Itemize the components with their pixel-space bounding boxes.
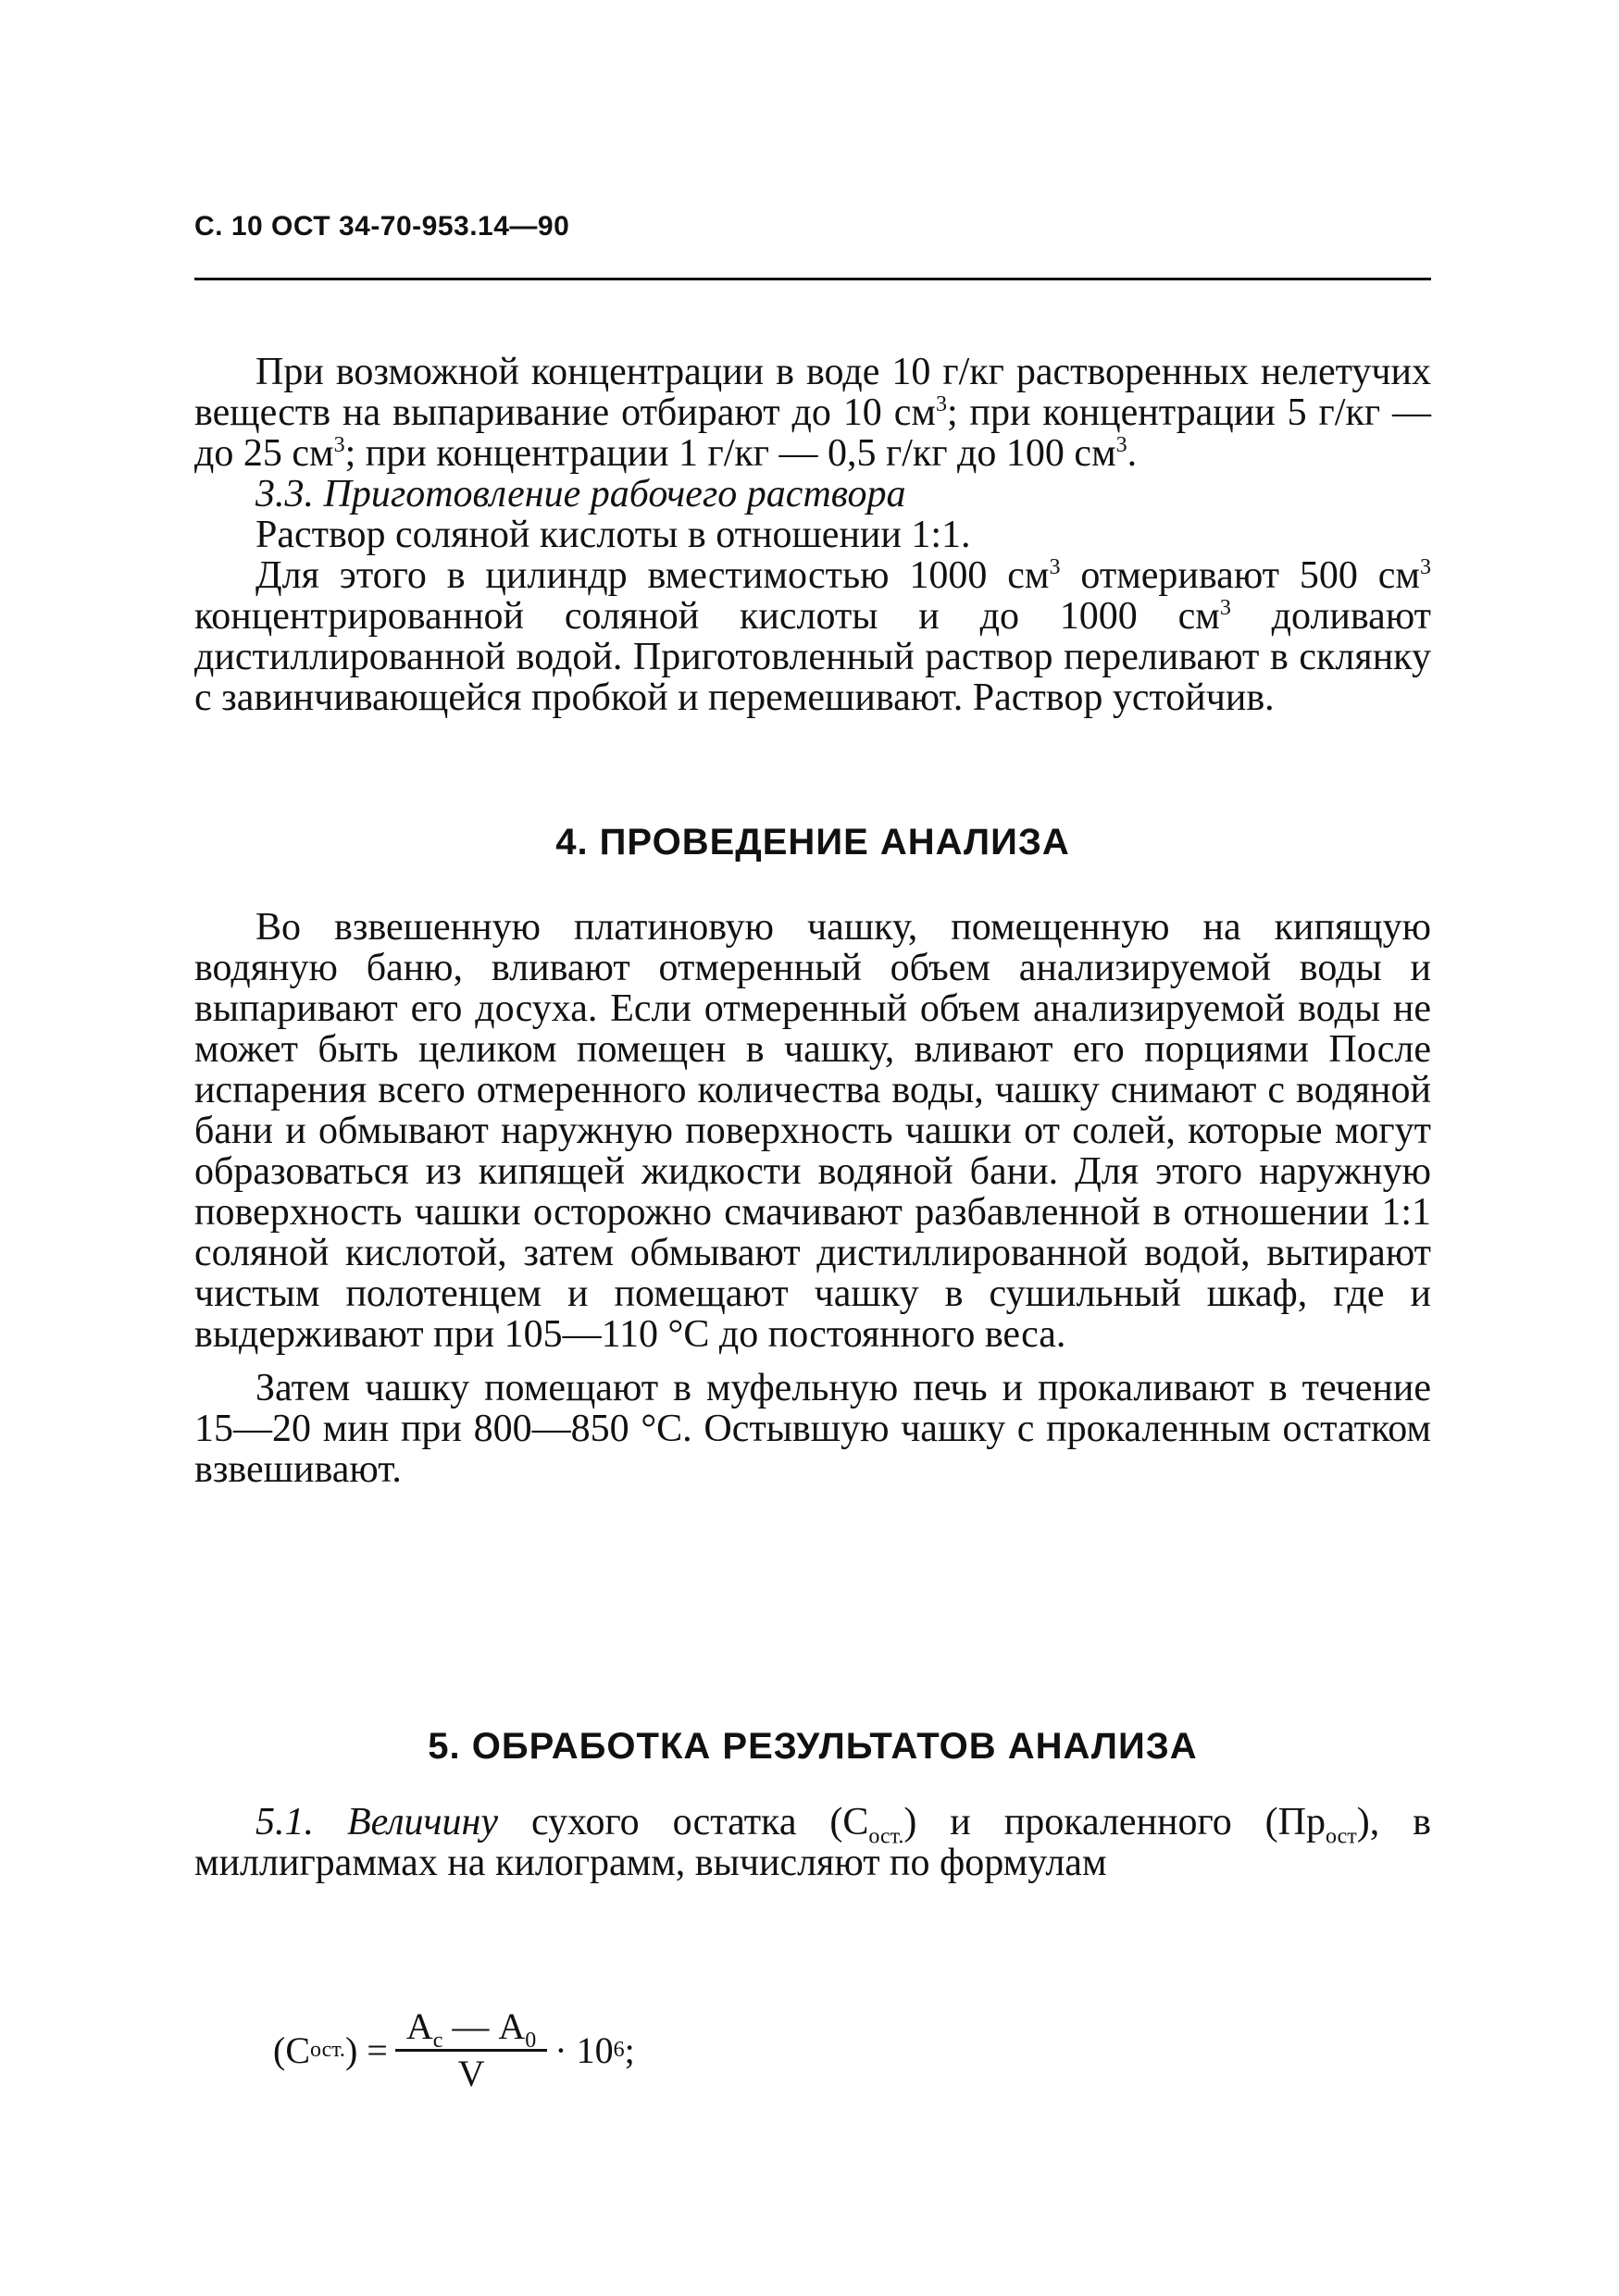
- section-5-paragraph-1: 5.1. Величину сухого остатка $(С_{ост.})$ и прокаленного $(Пр_{ост})$, в миллиграммах на килограмм, вычисляют по формулам: [194, 1801, 1431, 1884]
- section-4-paragraph-2: Затем чашку помещают в муфельную печь и прокаливают в течение 15—20 мин при 800—850 °С. Остывшую чашку с прокаленным остатком взвешивают.: [194, 1367, 1431, 1491]
- subsection-heading-3-3: 3.3. Приготовление рабочего раствора: [255, 473, 906, 515]
- dry-residue-formula: (С ост. ) = $\frac{А_с — А_0}{V}$ · 10 6 ;: [273, 2004, 635, 2094]
- section-5-body: [194, 1802, 1431, 1883]
- formula-denominator: V: [457, 2052, 485, 2094]
- intro-paragraph-1: При возможной концентрации в воде 10 г/кг растворенных нелетучих веществ на выпаривание отбирают до 10 $см^3$; при концентрации 5 г/кг — до 25 $см^3$; при концентрации 1 г/кг — 0,5 г/кг до 100 $см^3$.: [194, 351, 1431, 475]
- section-4-title: 4. ПРОВЕДЕНИЕ АНАЛИЗА: [555, 822, 1070, 863]
- section-5-title: 5. ОБРАБОТКА РЕЗУЛЬТАТОВ АНАЛИЗА: [428, 1726, 1198, 1767]
- intro-paragraph-2: Раствор соляной кислоты в отношении 1:1.: [255, 514, 971, 556]
- page-header: С. 10 ОСТ 34-70-953.14—90: [194, 211, 570, 242]
- section-4-paragraph-1: Во взвешенную платиновую чашку, помещенную на кипящую водяную баню, вливают отмеренный объем анализируемой воды и выпаривают его досуха. Если отмеренный объем анализируемой воды не может быть целиком помещен в чашку, вливают его порциями После испарения всего отмеренного количества воды, чашку снимают с водяной бани и обмывают наружную поверхность чашки от солей, которые могут образоваться из кипящей жидкости водяной бани. Для этого наружную поверхность чашки осторожно смачивают разбавленной в отношении 1:1 соляной кислотой, затем обмывают дистиллированной водой, вытирают чистым полотенцем и помещают чашку в сушильный шкаф, где и выдерживают при 105—110 °С до постоянного веса.: [194, 906, 1431, 1356]
- formula-fraction: [395, 2004, 547, 2096]
- intro-paragraph-3: Для этого в цилиндр вместимостью 1000 $см^3$ отмеривают 500 $см^3$ концентрированной соляной кислоты и до 1000 $см^3$ доливают дистиллированной водой. Приготовленный раствор переливают в склянку с завинчивающейся пробкой и перемешивают. Раствор устойчив.: [194, 554, 1431, 719]
- intro-block: [194, 352, 1431, 718]
- section-4-body: [194, 907, 1431, 1490]
- formula-numerator: $А_с$ — $А_0$: [395, 2004, 547, 2052]
- header-rule: [194, 278, 1431, 280]
